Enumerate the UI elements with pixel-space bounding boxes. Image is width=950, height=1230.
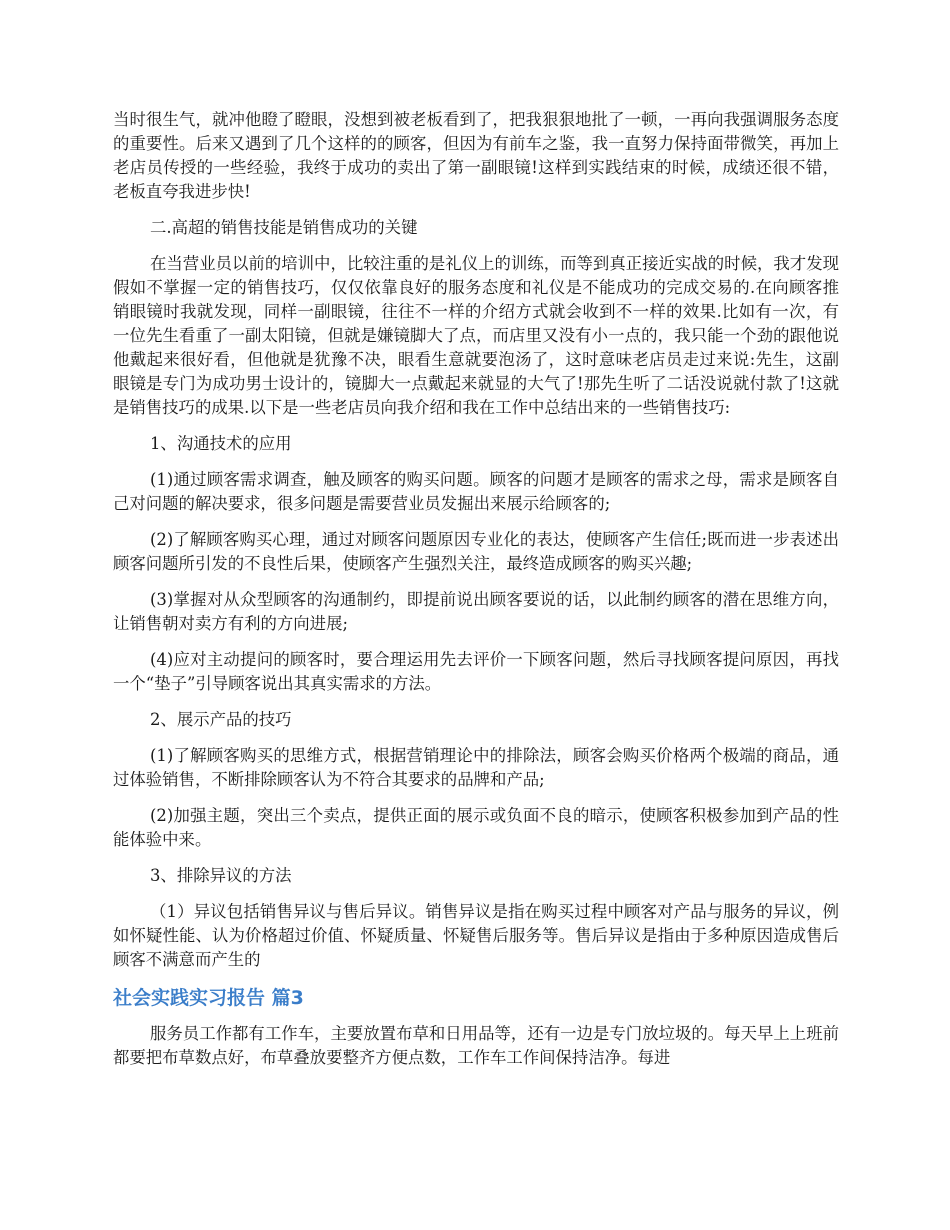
subheading-objections: 3、排除异议的方法	[150, 866, 292, 885]
paragraph-opening: 当时很生气，就冲他瞪了瞪眼，没想到被老板看到了，把我狠狠地批了一顿，一再向我强调服务态度的重要性。后来又遇到了几个这样的的顾客，但因为有前车之鉴，我一直努力保持面带微笑，再加上老店员传授的一些经验，我终于成功的卖出了第一副眼镜!这样到实践结束的时候，成绩还很不错，老板直夸我进步快!	[113, 110, 839, 201]
list-item-communication-4: (4)应对主动提问的顾客时，要合理运用先去评价一下顾客问题，然后寻找顾客提问原因，再找一个“垫子”引导顾客说出其真实需求的方法。	[113, 650, 839, 693]
document-page	[113, 108, 839, 1082]
list-item-communication-3: (3)掌握对从众型顾客的沟通制约，即提前说出顾客要说的话，以此制约顾客的潜在思维方向，让销售朝对卖方有利的方向进展;	[113, 590, 839, 633]
paragraph-sales-training: 在当营业员以前的培训中，比较注重的是礼仪上的训练，而等到真正接近实战的时候，我才发现假如不掌握一定的销售技巧，仅仅依靠良好的服务态度和礼仪是不能成功的完成交易的.在向顾客推销眼镜时我就发现，同样一副眼镜，往往不一样的介绍方式就会收到不一样的效果.比如有一次，有一位先生看重了一副太阳镜，但就是嫌镜脚大了点，而店里又没有小一点的，我只能一个劲的跟他说他戴起来很好看，但他就是犹豫不决，眼看生意就要泡汤了，这时意味老店员走过来说:先生，这副眼镜是专门为成功男士设计的，镜脚大一点戴起来就显的大气了!那先生听了二话没说就付款了!这就是销售技巧的成果.以下是一些老店员向我介绍和我在工作中总结出来的一些销售技巧:	[113, 254, 839, 417]
subheading-sales-skills: 二.高超的销售技能是销售成功的关键	[150, 218, 418, 237]
list-item-objections-1: （1）异议包括销售异议与售后异议。销售异议是指在购买过程中顾客对产品与服务的异议，例如怀疑性能、认为价格超过价值、怀疑质量、怀疑售后服务等。售后异议是指由于多种原因造成售后顾客不满意而产生的	[113, 902, 839, 969]
list-item-display-2: (2)加强主题，突出三个卖点，提供正面的展示或负面不良的暗示，使顾客积极参加到产品的性能体验中来。	[113, 806, 839, 849]
list-item-communication-1: (1)通过顾客需求调查，触及顾客的购买问题。顾客的问题才是顾客的需求之母，需求是顾客自己对问题的解决要求，很多问题是需要营业员发掘出来展示给顾客的;	[113, 470, 839, 513]
subheading-communication: 1、沟通技术的应用	[150, 434, 292, 453]
paragraph-section-3: 服务员工作都有工作车，主要放置布草和日用品等，还有一边是专门放垃圾的。每天早上上班前都要把布草数点好，布草叠放要整齐方便点数，工作车工作间保持洁净。每进	[113, 1024, 839, 1067]
subheading-product-display: 2、展示产品的技巧	[150, 710, 292, 729]
list-item-display-1: (1)了解顾客购买的思维方式，根据营销理论中的排除法，顾客会购买价格两个极端的商品，通过体验销售，不断排除顾客认为不符合其要求的品牌和产品;	[113, 746, 839, 789]
list-item-communication-2: (2)了解顾客购买心理，通过对顾客问题原因专业化的表达，使顾客产生信任;既而进一步表述出顾客问题所引发的不良性后果，使顾客产生强烈关注，最终造成顾客的购买兴趣;	[113, 530, 839, 573]
section-heading: 社会实践实习报告 篇3	[113, 987, 304, 1009]
